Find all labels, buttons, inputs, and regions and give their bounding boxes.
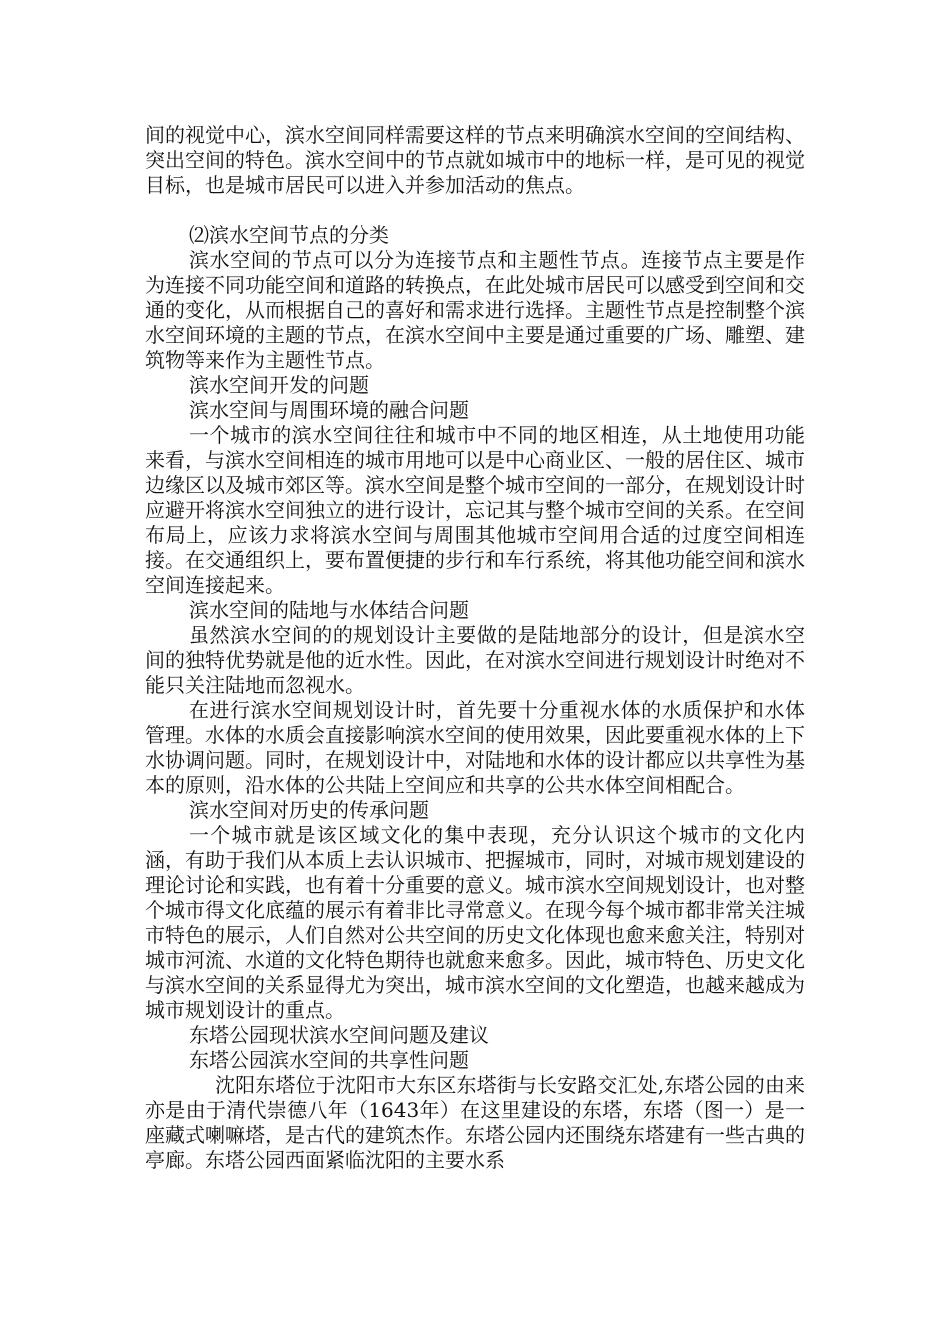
- paragraph-node-types: 滨水空间的节点可以分为连接节点和主题性节点。连接节点主要是作为连接不同功能空间和道路的转换点，在此处城市居民可以感受到空间和交通的变化，从而根据自己的喜好和需求进行选择。主题性节点是控制整个滨水空间环境的主题的节点，在滨水空间中主要是通过重要的广场、雕塑、建筑物等来作为主题性节点。: [145, 248, 805, 372]
- paragraph-environment-integration: 一个城市的滨水空间往往和城市中不同的地区相连，从土地使用功能来看，与滨水空间相连的城市用地可以是中心商业区、一般的居住区、城市边缘区以及城市郊区等。滨水空间是整个城市空间的一部分，在规划设计时应避开将滨水空间独立的进行设计，忘记其与整个城市空间的关系。在空间布局上，应该力求将滨水空间与周围其他城市空间用合适的过度空间相连接。在交通组织上，要布置便捷的步行和车行系统，将其他功能空间和滨水空间连接起来。: [145, 423, 805, 597]
- heading-land-water: 滨水空间的陆地与水体结合问题: [189, 598, 469, 622]
- heading-development-issues: 滨水空间开发的问题: [189, 373, 369, 397]
- paragraph-land-water-1: 虽然滨水空间的的规划设计主要做的是陆地部分的设计，但是滨水空间的独特优势就是他的近水性。因此，在对滨水空间进行规划设计时绝对不能只关注陆地而忽视水。: [145, 623, 805, 697]
- paragraph-dongta-sharing: 沈阳东塔位于沈阳市大东区东塔街与长安路交汇处,东塔公园的由来亦是由于清代崇德八年（1643年）在这里建设的东塔，东塔（图一）是一座藏式喇嘛塔，是古代的建筑杰作。东塔公园内还围绕东塔建有一些古典的亭廊。东塔公园西面紧临沈阳的主要水系: [145, 1073, 805, 1172]
- heading-dongta-sharing: 东塔公园滨水空间的共享性问题: [189, 1048, 469, 1072]
- heading-node-classification: ⑵滨水空间节点的分类: [189, 223, 389, 247]
- paragraph-land-water-2: 在进行滨水空间规划设计时，首先要十分重视水体的水质保护和水体管理。水体的水质会直接影响滨水空间的使用效果，因此要重视水体的上下水协调问题。同时，在规划设计中，对陆地和水体的设计都应以共享性为基本的原则，沿水体的公共陆上空间应和共享的公共水体空间相配合。: [145, 698, 805, 797]
- heading-environment-integration: 滨水空间与周围环境的融合问题: [189, 398, 469, 422]
- document-page: [145, 123, 805, 1173]
- paragraph-history: 一个城市就是该区域文化的集中表现，充分认识这个城市的文化内涵，有助于我们从本质上去认识城市、把握城市，同时，对城市规划建设的理论讨论和实践，也有着十分重要的意义。城市滨水空间规划设计，也对整个城市得文化底蕴的展示有着非比寻常意义。在现今每个城市都非常关注城市特色的展示，人们自然对公共空间的历史文化体现也愈来愈关注，特别对城市河流、水道的文化特色期待也就愈来愈多。因此，城市特色、历史文化与滨水空间的关系显得尤为突出，城市滨水空间的文化塑造，也越来越成为城市规划设计的重点。: [145, 823, 805, 1022]
- heading-dongta-park: 东塔公园现状滨水空间问题及建议: [189, 1023, 489, 1047]
- heading-history: 滨水空间对历史的传承问题: [189, 798, 429, 822]
- paragraph-node-intro: 间的视觉中心，滨水空间同样需要这样的节点来明确滨水空间的空间结构、突出空间的特色。滨水空间中的节点就如城市中的地标一样，是可见的视觉目标，也是城市居民可以进入并参加活动的焦点。: [145, 123, 805, 197]
